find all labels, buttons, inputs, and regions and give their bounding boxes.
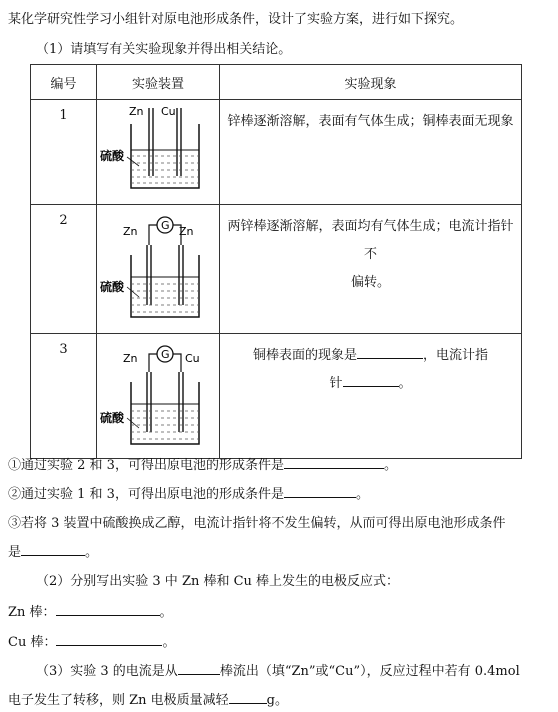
- observation-text-line-1: 两锌棒逐渐溶解，表面均有气体生成；电流计指针不: [227, 219, 514, 262]
- q3-part-b: 棒流出（填“Zn”或“Cu”），反应过程中若有 0.4mol: [219, 664, 520, 679]
- solution-label: 硫酸: [100, 411, 125, 425]
- header-id: 编号: [31, 65, 97, 100]
- observation-cell: [220, 100, 522, 205]
- wire: [173, 354, 181, 372]
- apparatus-3-diagram: [97, 334, 217, 454]
- electrode-left-label: Zn: [129, 105, 144, 118]
- table-row: [31, 100, 522, 205]
- header-apparatus: 实验装置: [97, 65, 220, 100]
- wire: [149, 354, 157, 372]
- electrode-left-label: Zn: [123, 352, 138, 365]
- table-row: [31, 334, 522, 459]
- apparatus-cell: [97, 205, 220, 334]
- row-id: 2: [31, 205, 97, 334]
- cu-label: Cu 棒：: [8, 635, 57, 650]
- item-3-line-2: [8, 541, 98, 560]
- observation-line-2: [224, 370, 517, 398]
- galvanometer-symbol: G: [161, 219, 170, 232]
- item-1: [8, 454, 397, 473]
- answer-blank[interactable]: [21, 541, 85, 556]
- item-2: [8, 483, 369, 502]
- answer-blank[interactable]: [357, 344, 423, 359]
- question-3-line-2: [8, 689, 288, 708]
- intro-text: 某化学研究性学习小组针对原电池形成条件，设计了实验方案，进行如下探究。: [8, 12, 464, 27]
- question-2-prompt: （2）分别写出实验 3 中 Zn 棒和 Cu 棒上发生的电极反应式：: [36, 574, 400, 589]
- electrode-right-label: Cu: [161, 105, 176, 118]
- answer-blank[interactable]: [178, 660, 220, 675]
- answer-blank[interactable]: [229, 689, 267, 704]
- item-2-end: 。: [355, 487, 369, 502]
- observation-text: 锌棒逐渐溶解，表面有气体生成；铜棒表面无现象: [227, 114, 514, 129]
- electrode-left-label: Zn: [123, 225, 138, 238]
- electrode-right-label: Cu: [185, 352, 200, 365]
- observation-prefix: 铜棒表面的现象是: [252, 348, 357, 363]
- solution-label: 硫酸: [100, 149, 125, 163]
- question-1-prompt: （1）请填写有关实验现象并得出相关结论。: [36, 42, 292, 57]
- answer-blank[interactable]: [284, 483, 356, 498]
- item-1-text: ①通过实验 2 和 3，可得出原电池的形成条件是: [8, 458, 284, 473]
- answer-blank[interactable]: [56, 601, 160, 616]
- table-row: [31, 205, 522, 334]
- electrode-right-label: Zn: [179, 225, 194, 238]
- item-2-text: ②通过实验 1 和 3，可得出原电池的形成条件是: [8, 487, 284, 502]
- row-id: 1: [31, 100, 97, 205]
- observation-text-line-2: 偏转。: [350, 275, 390, 290]
- item-3-end: 。: [85, 545, 99, 560]
- q3-part-c: 电子发生了转移，则 Zn 电极质量减轻: [8, 693, 229, 708]
- answer-blank[interactable]: [56, 631, 162, 646]
- observation-cell: [220, 334, 522, 459]
- apparatus-cell: [97, 100, 220, 205]
- item-3-line-1: ③若将 3 装置中硫酸换成乙醇，电流计指针将不发生偏转，从而可得出原电池形成条件: [8, 516, 506, 531]
- table-header-row: [31, 65, 522, 100]
- beaker: [131, 255, 199, 317]
- item-3-prefix: 是: [8, 545, 22, 560]
- zn-electrode-line: [8, 601, 173, 620]
- beaker: [131, 382, 199, 444]
- cu-electrode-line: [8, 631, 175, 650]
- row-id: 3: [31, 334, 97, 459]
- observation-middle: ，电流计指: [423, 348, 489, 363]
- zn-end: 。: [159, 605, 173, 620]
- solution-label: 硫酸: [100, 280, 125, 294]
- wire: [149, 225, 157, 245]
- answer-blank[interactable]: [284, 454, 384, 469]
- header-observation: 实验现象: [220, 65, 522, 100]
- item-1-end: 。: [383, 458, 397, 473]
- answer-blank[interactable]: [343, 372, 399, 387]
- zn-label: Zn 棒：: [8, 605, 56, 620]
- apparatus-1-diagram: [97, 100, 217, 200]
- experiment-table: [30, 64, 522, 459]
- question-3-line-1: [36, 660, 520, 679]
- cu-end: 。: [162, 635, 176, 650]
- observation-end: 。: [398, 376, 412, 391]
- observation-line-1: [224, 342, 517, 370]
- galvanometer-symbol: G: [161, 348, 170, 361]
- observation-cell: [220, 205, 522, 334]
- q3-part-d: g。: [266, 693, 288, 708]
- apparatus-cell: [97, 334, 220, 459]
- observation-suffix: 针: [329, 376, 343, 391]
- q3-part-a: （3）实验 3 的电流是从: [36, 664, 178, 679]
- apparatus-2-diagram: [97, 205, 217, 329]
- beaker: [131, 124, 199, 188]
